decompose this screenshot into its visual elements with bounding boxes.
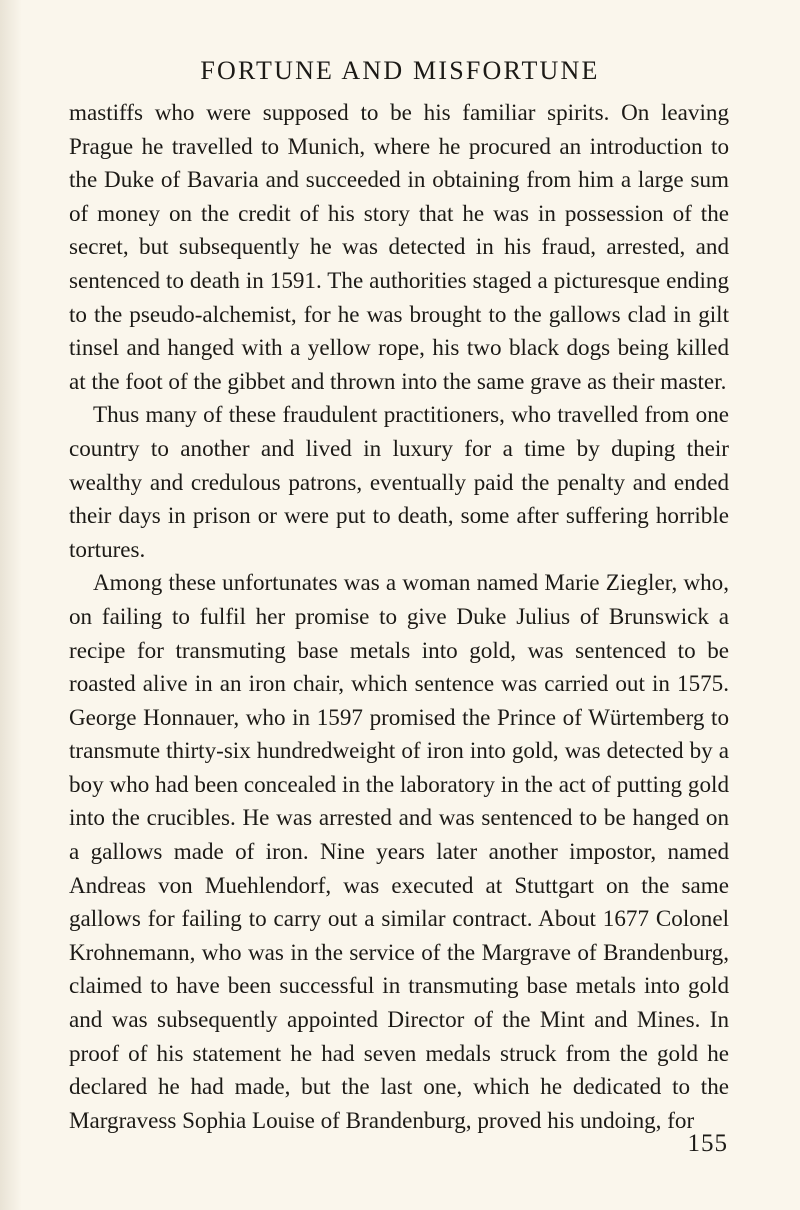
paragraph: Thus many of these fraudulent practitioners, who travelled from one country to another and lived in luxury for a time by duping their wealthy and credulous patrons, eventually paid the penalty and ended their days in prison or were put to death, some after suffering horrible tortures. (69, 401, 729, 562)
running-head-title: FORTUNE AND MISFORTUNE (200, 56, 600, 85)
body-text (69, 96, 729, 1137)
page-number: 155 (687, 1130, 728, 1157)
paragraph: Among these unfortunates was a woman named Marie Ziegler, who, on failing to fulfil her promise to give Duke Julius of Brunswick a recipe for transmuting base metals into gold, was sentenced to be roasted alive in an iron chair, which sentence was carried out in 1575. George Honnauer, who in 1597 promised the Prince of Würtemberg to transmute thirty-six hundredweight of iron into gold, was detected by a boy who had been concealed in the laboratory in the act of putting gold into the crucibles. He was arrested and was sentenced to be hanged on a gallows made of iron. Nine years later another impostor, named Andreas von Muehlendorf, was executed at Stuttgart on the same gallows for failing to carry out a similar contract. About 1677 Colonel Krohnemann, who was in the service of the Margrave of Brandenburg, claimed to have been successful in transmuting base metals into gold and was subsequently appointed Director of the Mint and Mines. In proof of his statement he had seven medals struck from the gold he declared he had made, but the last one, which he dedicated to the Margravess Sophia Louise of Brandenburg, proved his undoing, for (69, 569, 729, 1133)
paragraph-continued: mastiffs who were supposed to be his familiar spirits. On leaving Prague he travelled to Munich, where he procured an introduction to the Duke of Bavaria and succeeded in obtaining from him a large sum of money on the credit of his story that he was in possession of the secret, but subsequently he was detected in his fraud, arrested, and sentenced to death in 1591. The authorities staged a picturesque ending to the pseudo-alchemist, for he was brought to the gallows clad in gilt tinsel and hanged with a yellow rope, his two black dogs being killed at the foot of the gibbet and thrown into the same grave as their master. (69, 99, 729, 394)
